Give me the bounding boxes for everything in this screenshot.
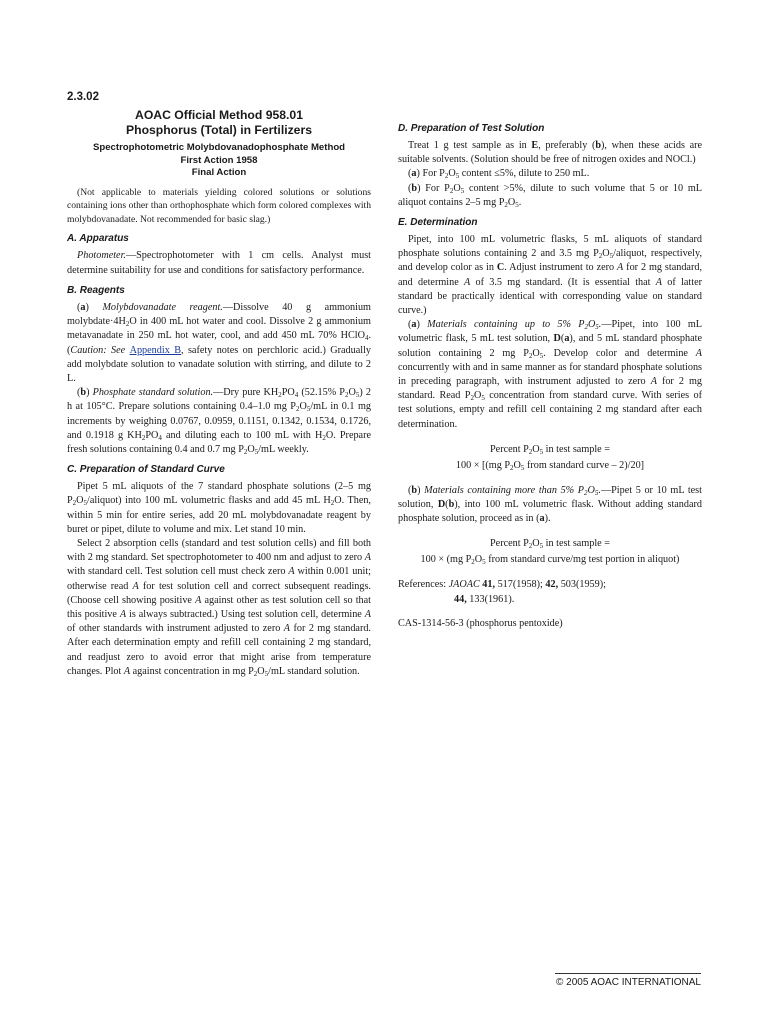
final-action: Final Action [191,167,247,179]
heading-reagents: B. Reagents [67,284,125,296]
heading-standard-curve: C. Preparation of Standard Curve [67,464,225,476]
section-number: 2.3.02 [67,91,99,103]
determination-a: (a) Materials containing up to 5% $P_2O_5.—Pipet$, into 100 mL volumetric flask, 5 mL test solution, D(a), and 5 mL standard phosphate solution containing 2 mg $P_2O_5$. Develop color and determine A concurrently with and in same manner as for standard phosphate solutions in preceding paragraph, with instrument adjusted to zero A for 2 mg standard. Read $P_2O_5$ concentration from standard curve. With series of test solutions, empty and refill cell containing 2 mg standard after each determination. [398,319,703,430]
test-solution-intro: Treat 1 g test sample as in E, preferably (b), when these acids are suitable solvents. (Solution should be free of nitrogen oxides and NOCl.) [398,140,703,166]
appendix-b-link[interactable]: Appendix B [129,344,181,356]
left-column [67,90,371,679]
equation-2-line-1: Percent $P_2O_5$ in test sample = [490,538,610,551]
standard-curve-paragraph-1: Pipet 5 mL aliquots of the 7 standard phosphate solutions (2–5 mg $P_2O_5/aliquot$) into 100 mL volumetric flasks and add 45 mL $H_2O$. Then, within 5 min for entire series, add 20 mL molybdovanadate reagent by buret or pipet, dilute to volume and mix. Let stand 10 min. [67,481,371,535]
equation-2-line-2: 100 × (mg $P_2O_5$ from standard curve/mg test portion in aliquot) [420,554,680,567]
reagent-a-term: Molybdovanadate reagent. [102,301,223,313]
intro-note: (Not applicable to materials yielding colored solutions or solutions containing ions other than orthophosphate which form colored complexes with molybdovanadate. Not recommended for basic slag.) [67,186,371,225]
copyright-footer: © 2005 AOAC INTERNATIONAL [555,973,701,988]
cas-number: CAS-1314-56-3 (phosphorus pentoxide) [398,617,563,629]
references-continued: 44, 133(1961). [454,593,515,605]
method-name: Spectrophotometric Molybdovanadophosphate Method [92,142,346,154]
apparatus-text: —Spectrophotometer with 1 cm cells. Analyst must determine suitability for use and conditions for satisfactory performance. [67,250,371,276]
subject-title: Phosphorus (Total) in Fertilizers [126,123,312,138]
heading-test-solution: D. Preparation of Test Solution [398,123,545,134]
test-solution-a: (a) For $P_2O_5$ content ≤5%, dilute to 250 mL. [408,168,590,181]
references: References: JAOAC 41, 517(1958); 42, 503(1959); [398,579,606,591]
heading-apparatus: A. Apparatus [67,233,129,245]
reagent-b-term: Phosphate standard solution. [92,387,214,399]
determination-b: (b) Materials containing more than 5% $P_2O_5.—Pipet$ 5 or 10 mL test solution, D(b), into 100 mL volumetric flask. Without adding standard phosphate solution, proceed as in (a). [398,484,702,525]
equation-1-line-2: 100 × [(mg $P_2O_5$ from standard curve – 2)/20] [455,459,645,472]
heading-determination: E. Determination [398,217,478,229]
photometer-term: Photometer. [77,250,126,262]
first-action: First Action 1958 [180,154,258,166]
standard-curve-paragraph-2: Select 2 absorption cells (standard and test solution cells) and fill both with 2 mg standard. Set spectrophotometer to 400 nm and adjust to zero A with standard cell. Test solution cell must check zero A within 0.001 unit; otherwise read A for test solution cell and correct subsequent readings. (Choose cell showing positive A against other as test solution cell so that this positive A is always subtracted.) Using test solution cell, determine A of other standards with instrument adjusted to zero A for 2 mg standard. After each determination empty and refill cell containing 2 mg standard, and readjust zero to avoid error that might arise from temperature changes. Plot A against concentration in mg $P_2O_5/mL$ standard solution. [67,537,372,678]
reagent-a-paragraph: (a) Molybdovanadate reagent.—Dissolve 40 g ammonium $molybdate\cdot 4H_2O$ in 400 mL hot water and cool. Dissolve 2 g ammonium metavanadate in 250 mL hot water, cool, and add 450 mL 70% HClO$_4$. (Caution: See Appendix B, safety notes on perchloric acid.) Gradually add molybdate solution to vanadate solution with stirring, and dilute to 2 L. [67,301,371,384]
apparatus-paragraph [67,249,371,277]
test-solution-b: (b) For $P_2O_5$ content >5%, dilute to such volume that 5 or 10 mL aliquot contains 2–5 mg $P_2O_5$. [398,182,703,209]
reagent-b-paragraph: (b) Phosphate standard solution.—Dry pure $KH_2PO_4$ (52.15% $P_2O_5$) 2 h at 105°C. Prepare solutions containing 0.4–1.0 mg $P_2O_5/mL$ in 0.1 mg increments by weighing 0.0767, 0.0959, 0.1151, 0.1342, 0.1534, 0.1726, and 0.1918 g $KH_2PO_4$ and diluting each to 100 mL with $H_2O$. Prepare fresh solutions containing 0.4 and 0.7 mg $P_2O_5/mL$ weekly. [67,387,371,456]
determination-paragraph: Pipet, into 100 mL volumetric flasks, 5 mL aliquots of standard phosphate solutions containing 2 and 3.5 mg $P_2O_5$/aliquot, respectively, and develop color as in C. Adjust instrument to zero A for 2 mg standard, and determine A of 3.5 mg standard. (It is essential that A of latter standard be practically identical with corresponding value on standard curve.) [398,234,702,317]
right-column [398,90,702,631]
equation-1-line-1: Percent $P_2O_5$ in test sample = [490,443,610,456]
method-title: AOAC Official Method 958.01 [135,108,303,123]
